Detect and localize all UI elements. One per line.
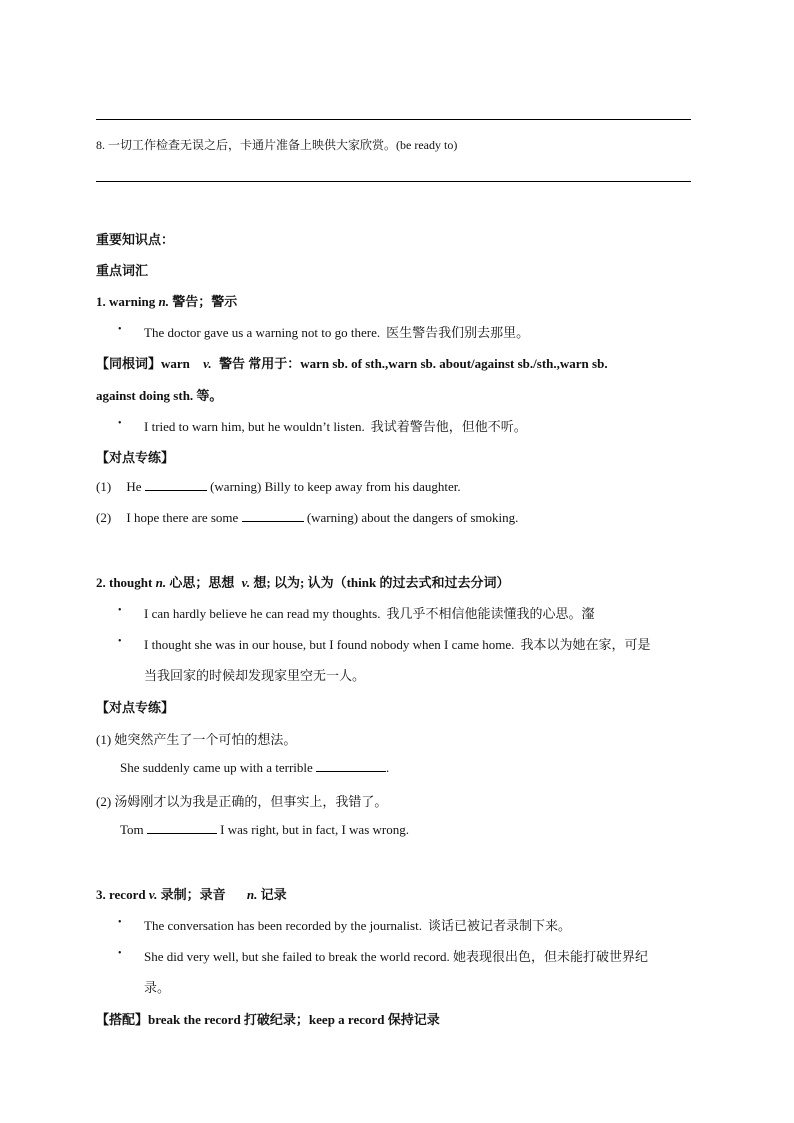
example-sentence — [144, 946, 648, 965]
example-en: The conversation has been recorded by the journalist. — [144, 918, 422, 933]
practice-tag: 【对点专练】 — [96, 450, 175, 465]
bullet: • — [118, 605, 122, 616]
part-of-speech: v. — [148, 887, 158, 902]
question-8 — [96, 136, 457, 153]
example-en: I can hardly believe he can read my thoughts. — [144, 606, 381, 621]
part-of-speech: n. — [155, 575, 167, 590]
section-subheading: 重点词汇 — [96, 263, 149, 278]
question-text: 一切工作检查无误之后，卡通片准备上映供大家欣赏。 — [108, 138, 397, 152]
example-cn-cont: 当我回家的时候却发现家里空无一人。 — [144, 668, 366, 683]
example-sentence — [144, 322, 529, 341]
practice-item: (2) 汤姆刚才以为我是正确的，但事实上，我错了。 — [96, 794, 388, 809]
practice-item: (1) 她突然产生了一个可怕的想法。 — [96, 732, 297, 747]
example-cn: 医生警告我们别去那里。 — [386, 325, 530, 340]
example-sentence — [144, 915, 571, 934]
part-of-speech: n. — [246, 887, 258, 902]
answer-line — [96, 181, 691, 182]
item-text: He — [126, 479, 142, 494]
fill-blank[interactable] — [316, 760, 386, 772]
root-usage: 警告 常用于：warn sb. of sth.,warn sb. about/against sb./sth.,warn sb. — [218, 356, 608, 371]
item-text: . — [386, 760, 390, 775]
bullet: • — [118, 418, 122, 429]
root-usage-cont: against doing sth. 等。 — [96, 388, 223, 403]
headword: 2. thought — [96, 575, 153, 590]
bullet: • — [118, 948, 122, 959]
meaning: 录制；录音 — [160, 887, 226, 902]
practice-item — [96, 479, 461, 495]
practice-answer-line — [120, 822, 409, 838]
item-number: (2) — [96, 510, 112, 525]
item-text: She suddenly came up with a terrible — [120, 760, 313, 775]
word-1-title — [96, 291, 237, 310]
question-hint: (be ready to) — [396, 138, 458, 152]
question-number: 8. — [96, 138, 105, 152]
item-text: Tom — [120, 822, 144, 837]
item-text: I hope there are some — [126, 510, 239, 525]
fill-blank[interactable] — [242, 510, 304, 522]
root-tag: 【同根词】warn — [96, 356, 190, 371]
fill-blank[interactable] — [147, 822, 217, 834]
word-3-title — [96, 884, 287, 903]
example-sentence — [144, 603, 594, 622]
bullet: • — [118, 917, 122, 928]
meaning: 记录 — [260, 887, 287, 902]
item-number: (1) — [96, 479, 112, 494]
example-cn: 我试着警告他，但他不听。 — [370, 419, 527, 434]
example-sentence — [144, 634, 650, 653]
practice-answer-line — [120, 760, 389, 776]
practice-item — [96, 510, 518, 526]
part-of-speech: v. — [203, 356, 212, 371]
section-heading: 重要知识点： — [96, 232, 175, 247]
example-en: I thought she was in our house, but I found nobody when I came home. — [144, 637, 515, 652]
part-of-speech: v. — [241, 575, 251, 590]
example-cn: 谈话已被记者录制下来。 — [427, 918, 571, 933]
part-of-speech: n. — [158, 294, 169, 309]
headword: 1. warning — [96, 294, 156, 309]
example-en: I tried to warn him, but he wouldn’t listen. — [144, 419, 365, 434]
meaning: 想; 以为; 认为（think 的过去式和过去分词） — [253, 575, 510, 590]
item-text: I was right, but in fact, I was wrong. — [220, 822, 409, 837]
bullet: • — [118, 324, 122, 335]
meaning: 警告；警示 — [172, 294, 238, 309]
example-cn: 我几乎不相信他能读懂我的心思。瀣 — [386, 606, 595, 621]
headword: 3. record — [96, 887, 146, 902]
example-cn-cont: 录。 — [144, 980, 171, 995]
bullet: • — [118, 636, 122, 647]
root-word-note — [96, 353, 608, 372]
fill-blank[interactable] — [145, 479, 207, 491]
item-text: (warning) Billy to keep away from his daughter. — [210, 479, 461, 494]
practice-tag: 【对点专练】 — [96, 700, 175, 715]
word-2-title — [96, 572, 509, 591]
item-text: (warning) about the dangers of smoking. — [306, 510, 519, 525]
example-sentence — [144, 416, 527, 435]
example-cn: 我本以为她在家，可是 — [520, 637, 651, 652]
meaning: 心思；思想 — [169, 575, 235, 590]
example-en: The doctor gave us a warning not to go there. — [144, 325, 381, 340]
example-en: She did very well, but she failed to break the world record. — [144, 949, 450, 964]
answer-line — [96, 119, 691, 120]
example-cn: 她表现很出色，但未能打破世界纪 — [453, 949, 649, 964]
collocation-note: 【搭配】break the record 打破纪录；keep a record 保持记录 — [96, 1012, 440, 1027]
